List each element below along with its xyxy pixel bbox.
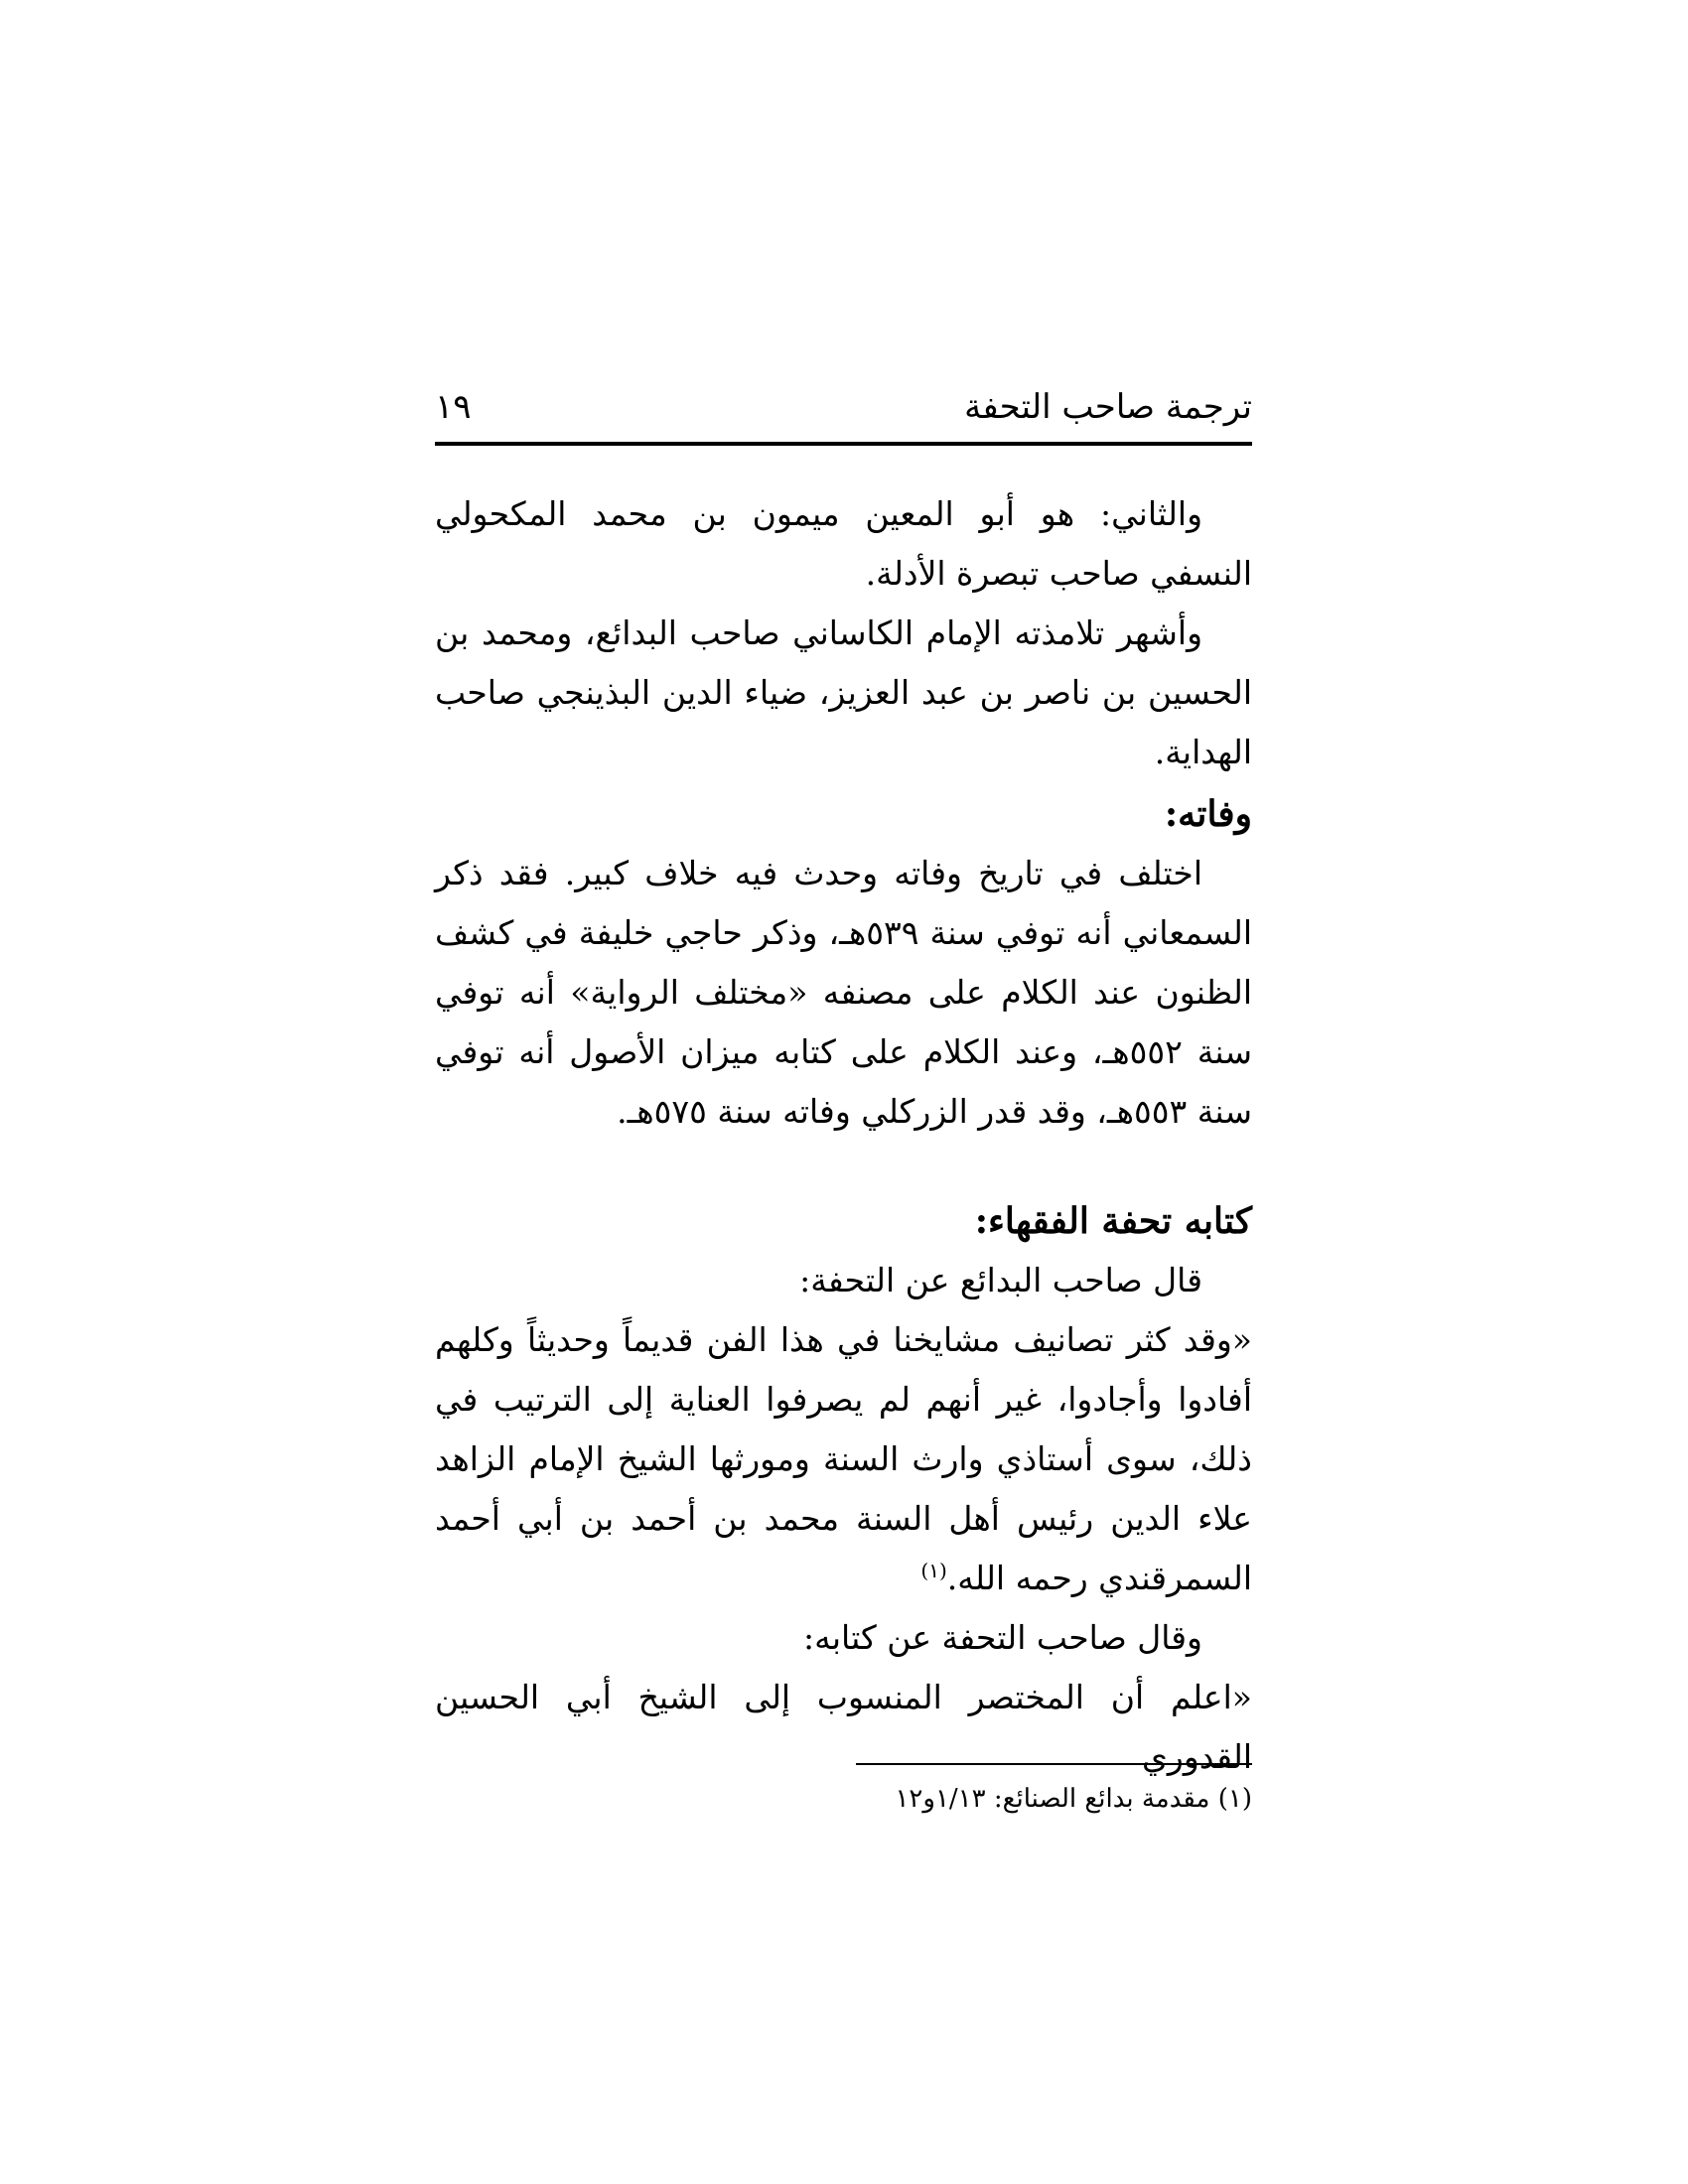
header-rule <box>435 442 1252 446</box>
footnote: (١) مقدمة بدائع الصنائع: ١/١٣و١٢ <box>895 1784 1252 1814</box>
paragraph-teacher-second: والثاني: هو أبو المعين ميمون بن محمد المكحولي النسفي صاحب تبصرة الأدلة. <box>435 494 1252 593</box>
section-book <box>435 1191 1252 1787</box>
page-number: ١٩ <box>435 387 472 427</box>
footnote-rule <box>856 1763 1252 1765</box>
quote-badai <box>435 1310 1252 1608</box>
section-heading-book: كتابه تحفة الفقهاء: <box>974 1200 1252 1242</box>
section-teachers <box>435 484 1252 782</box>
paragraph-badai-intro: قال صاحب البدائع عن التحفة: <box>799 1261 1202 1299</box>
paragraph-tuhfa-intro: وقال صاحب التحفة عن كتابه: <box>803 1618 1202 1657</box>
quote-badai-text: «وقد كثر تصانيف مشايخنا في هذا الفن قديماً وحديثاً وكلهم أفادوا وأجادوا، غير أنهم لم يصرفوا العناية إلى الترتيب في ذلك، سوى أستاذي وارث السنة ومورثها الشيخ الإمام الزاهد علاء الدين رئيس أهل السنة محمد بن أحمد بن أبي أحمد السمرقندي رحمه الله. <box>435 1320 1252 1597</box>
section-heading-death: وفاته: <box>1164 793 1252 835</box>
running-title: ترجمة صاحب التحفة <box>964 387 1252 427</box>
quote-tuhfa: «اعلم أن المختصر المنسوب إلى الشيخ أبي الحسين القدوري <box>435 1678 1252 1776</box>
paragraph-students: وأشهر تلامذته الإمام الكاساني صاحب البدائع، ومحمد بن الحسين بن ناصر بن عبد العزيز، ضياء الدين البذينجي صاحب الهداية. <box>435 614 1252 771</box>
section-death <box>435 784 1252 1142</box>
page-header <box>435 382 1252 432</box>
footnote-marker: (١) <box>920 1559 947 1582</box>
paragraph-death: اختلف في تاريخ وفاته وحدث فيه خلاف كبير. فقد ذكر السمعاني أنه توفي سنة ٥٣٩هـ، وذكر حاجي خليفة في كشف الظنون عند الكلام على مصنفه «مختلف الرواية» أنه توفي سنة ٥٥٢هـ، وعند الكلام على كتابه ميزان الأصول أنه توفي سنة ٥٥٣هـ، وقد قدر الزركلي وفاته سنة ٥٧٥هـ. <box>435 854 1252 1131</box>
